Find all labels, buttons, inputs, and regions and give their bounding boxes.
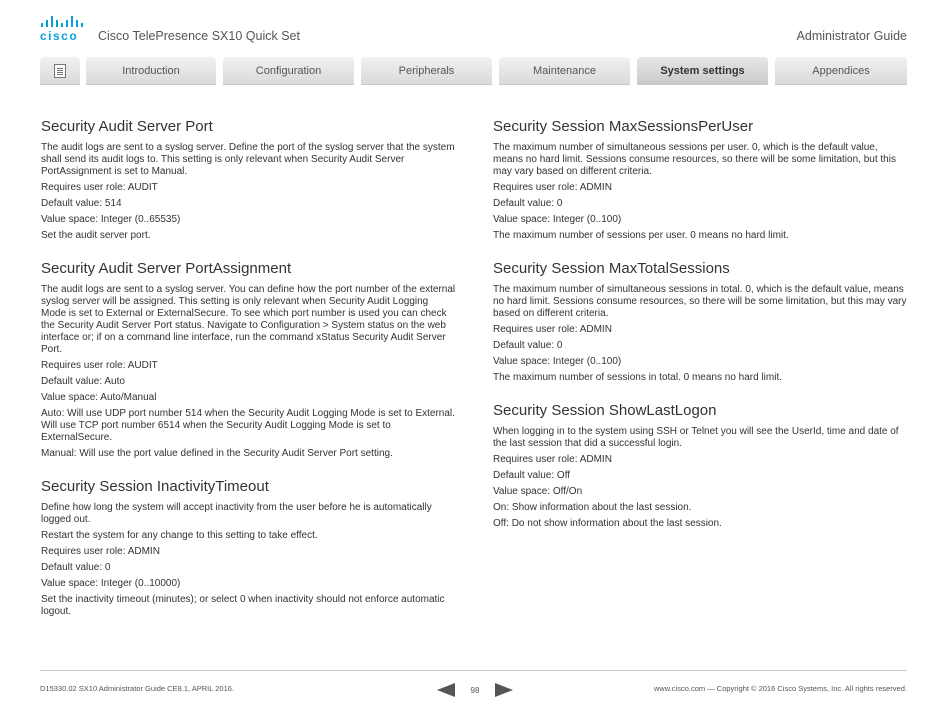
previous-page-arrow-icon[interactable] <box>437 683 455 697</box>
section-description: The audit logs are sent to a syslog server. Define the port of the syslog server that the system shall send its audit logs to. This setting is only relevant when Security Audit Server PortAssignment is set to Manual. <box>41 142 455 177</box>
value-description: Auto: Will use UDP port number 514 when the Security Audit Logging Mode is set to External. Will use TCP port number 6514 when the Security Audit Logging Mode is set to ExternalSecure. <box>41 408 455 443</box>
page-header <box>0 0 950 50</box>
required-role: Requires user role: ADMIN <box>493 182 612 193</box>
section-audit-server-port <box>41 118 456 242</box>
guide-title: Administrator Guide <box>796 29 907 43</box>
section-description: The audit logs are sent to a syslog server. You can define how the port number of the external syslog server will be assigned. This setting is only relevant when Security Audit Logging Mode is set to External or ExternalSecure. To see which port number is used you can check the Security Audit Server Port status. Navigate to Configuration > System status on the web interface or; if on a command line interface, run the command xStatus Security Audit Server Port. <box>41 284 456 355</box>
left-column <box>41 118 456 636</box>
required-role: Requires user role: ADMIN <box>493 324 612 335</box>
section-audit-port-assignment <box>41 260 456 460</box>
tab-system-settings[interactable]: System settings <box>637 57 768 85</box>
value-description: On: Show information about the last session. <box>493 502 692 513</box>
default-value: Default value: 0 <box>493 198 563 209</box>
value-space: Value space: Integer (0..65535) <box>41 214 181 225</box>
footer-doc-id: D15330.02 SX10 Administrator Guide CE8.1, APRIL 2016. <box>40 684 235 693</box>
section-title: Security Session MaxTotalSessions <box>493 260 730 277</box>
cisco-logo <box>40 16 84 42</box>
right-column <box>493 118 908 548</box>
required-role: Requires user role: AUDIT <box>41 360 158 371</box>
tab-peripherals[interactable]: Peripherals <box>361 57 492 85</box>
value-description: Manual: Will use the port value defined in the Security Audit Server Port setting. <box>41 448 393 459</box>
section-description-note: Restart the system for any change to this setting to take effect. <box>41 530 318 541</box>
tab-maintenance[interactable]: Maintenance <box>499 57 630 85</box>
default-value: Default value: Off <box>493 470 571 481</box>
tab-table-of-contents[interactable] <box>40 57 80 85</box>
tab-introduction[interactable]: Introduction <box>86 57 216 85</box>
nav-tabs <box>40 57 907 85</box>
page-number: 98 <box>470 686 480 695</box>
section-title: Security Audit Server PortAssignment <box>41 260 292 277</box>
section-show-last-logon <box>493 402 908 530</box>
cisco-logo-bars-icon <box>40 16 84 27</box>
footer-copyright[interactable]: www.cisco.com — Copyright © 2016 Cisco Systems, Inc. All rights reserved. <box>653 684 907 693</box>
section-description: The maximum number of simultaneous sessions in total. 0, which is the default value, means no hard limit. Sessions consume resources, so there will be some limitation, but this may vary based on different criteria. <box>493 284 907 319</box>
page-navigation <box>437 683 513 697</box>
value-description: Set the inactivity timeout (minutes); or select 0 when inactivity should not enforce automatic logout. <box>41 594 445 617</box>
required-role: Requires user role: AUDIT <box>41 182 158 193</box>
value-description: Set the audit server port. <box>41 230 151 241</box>
value-space: Value space: Integer (0..100) <box>493 356 622 367</box>
footer-divider <box>40 670 907 671</box>
value-space: Value space: Auto/Manual <box>41 392 157 403</box>
default-value: Default value: 0 <box>493 340 563 351</box>
section-title: Security Session ShowLastLogon <box>493 402 717 419</box>
required-role: Requires user role: ADMIN <box>493 454 612 465</box>
tab-configuration[interactable]: Configuration <box>223 57 354 85</box>
default-value: Default value: 0 <box>41 562 111 573</box>
section-max-sessions-per-user <box>493 118 908 242</box>
section-title: Security Session MaxSessionsPerUser <box>493 118 754 135</box>
doc-title: Cisco TelePresence SX10 Quick Set <box>98 29 300 43</box>
section-title: Security Audit Server Port <box>41 118 213 135</box>
section-description: When logging in to the system using SSH or Telnet you will see the UserId, time and date of the last session that did a successful login. <box>493 426 899 449</box>
cisco-logo-text: cisco <box>40 29 79 43</box>
default-value: Default value: 514 <box>41 198 122 209</box>
document-list-icon <box>54 64 66 78</box>
next-page-arrow-icon[interactable] <box>495 683 513 697</box>
value-description: The maximum number of sessions in total. 0 means no hard limit. <box>493 372 783 383</box>
section-max-total-sessions <box>493 260 908 384</box>
value-space: Value space: Integer (0..100) <box>493 214 622 225</box>
tab-appendices[interactable]: Appendices <box>775 57 907 85</box>
value-space: Value space: Off/On <box>493 486 583 497</box>
section-description: Define how long the system will accept inactivity from the user before he is automatically logged out. <box>41 502 432 525</box>
required-role: Requires user role: ADMIN <box>41 546 160 557</box>
default-value: Default value: Auto <box>41 376 125 387</box>
value-space: Value space: Integer (0..10000) <box>41 578 181 589</box>
value-description: Off: Do not show information about the last session. <box>493 518 722 529</box>
section-inactivity-timeout <box>41 478 456 618</box>
value-description: The maximum number of sessions per user. 0 means no hard limit. <box>493 230 789 241</box>
section-description: The maximum number of simultaneous sessions per user. 0, which is the default value, means no hard limit. Sessions consume resources, so there will be some limitation, but this may vary based on different criteria. <box>493 142 896 177</box>
section-title: Security Session InactivityTimeout <box>41 478 269 495</box>
